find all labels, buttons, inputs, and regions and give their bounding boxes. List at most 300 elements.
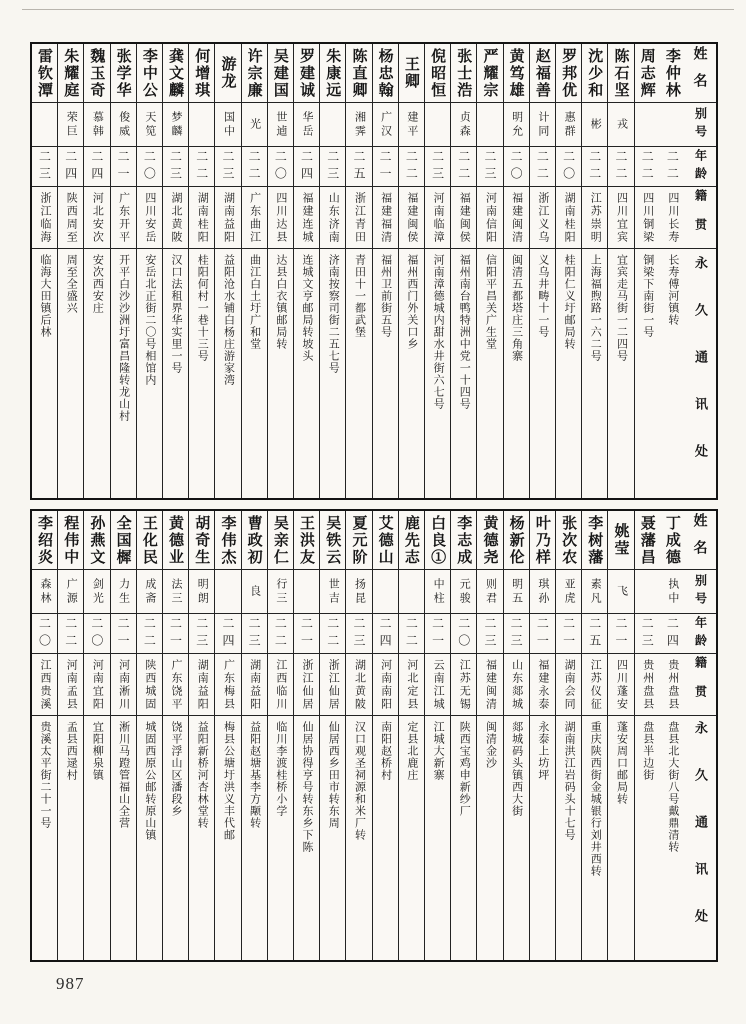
age-cell	[84, 613, 109, 653]
person-native-place: 江西贵溪	[39, 659, 52, 711]
person-address: 闽清金沙	[484, 721, 497, 769]
native-place-cell	[399, 186, 424, 248]
native-place-cell	[530, 186, 555, 248]
person-native-place: 湖南益阳	[196, 659, 209, 711]
alias-cell	[294, 102, 319, 146]
person-alias: 飞	[615, 584, 628, 599]
person-address: 安次西安庄	[91, 254, 104, 314]
person-column	[32, 44, 57, 498]
alias-cell	[84, 102, 109, 146]
person-native-place: 福建福清	[379, 192, 392, 244]
name-cell	[137, 44, 162, 102]
person-name: 周志辉	[638, 47, 656, 99]
native-place-cell	[608, 186, 633, 248]
address-cell	[451, 715, 476, 960]
person-address: 福州西门外关口乡	[405, 254, 418, 350]
person-native-place: 河南临漳	[432, 192, 445, 244]
person-column	[372, 511, 398, 960]
age-cell	[608, 613, 633, 653]
age-cell	[451, 146, 476, 186]
address-cell	[58, 248, 83, 498]
native-place-cell	[373, 186, 398, 248]
person-column	[267, 44, 293, 498]
age-cell	[215, 146, 240, 186]
native-place-cell	[163, 186, 188, 248]
name-cell	[58, 511, 83, 569]
person-address: 郯城码头镇西大街	[510, 721, 523, 817]
person-column	[660, 511, 685, 960]
person-address: 长寿傅河镇转	[666, 254, 679, 326]
person-native-place: 广东饶平	[170, 659, 183, 711]
alias-cell	[451, 102, 476, 146]
person-name: 白良①	[429, 514, 447, 566]
address-cell	[477, 248, 502, 498]
address-cell	[215, 715, 240, 960]
alias-cell	[189, 569, 214, 613]
person-column	[57, 511, 83, 960]
person-column	[607, 44, 633, 498]
person-alias: 戎	[615, 117, 628, 132]
name-cell	[582, 511, 607, 569]
page-number: 987	[56, 974, 85, 993]
address-cell	[373, 248, 398, 498]
header-native-place-label: 籍贯	[693, 188, 708, 247]
address-cell	[425, 248, 450, 498]
header-cell-alias	[685, 102, 716, 146]
age-cell	[373, 613, 398, 653]
person-native-place: 四川蓬安	[615, 659, 628, 711]
person-address: 湖南洪江岩码头十七号	[563, 721, 576, 841]
alias-cell	[425, 569, 450, 613]
person-native-place: 福建连城	[301, 192, 314, 244]
native-place-cell	[556, 653, 581, 715]
age-cell	[268, 146, 293, 186]
name-cell	[32, 511, 57, 569]
person-address: 达县白衣镇邮局转	[274, 254, 287, 350]
native-place-cell	[477, 653, 502, 715]
person-name: 吴铁云	[324, 514, 342, 566]
name-cell	[189, 44, 214, 102]
person-age: 二二	[535, 149, 550, 184]
address-cell	[635, 715, 660, 960]
person-age: 二二	[63, 616, 78, 651]
person-age: 二四	[665, 616, 680, 651]
person-address: 益阳沧水铺白杨庄游家湾	[222, 254, 235, 386]
person-name: 赵福善	[533, 47, 551, 99]
person-alias: 彬	[589, 117, 602, 132]
person-alias: 世逌	[274, 110, 287, 139]
person-alias: 梦麟	[170, 110, 183, 139]
alias-cell	[373, 569, 398, 613]
person-name: 艾德山	[376, 514, 394, 566]
name-cell	[346, 44, 371, 102]
name-cell	[32, 44, 57, 102]
person-native-place: 贵州盘县	[666, 659, 679, 711]
person-native-place: 江苏仪征	[589, 659, 602, 711]
directory-table-bottom	[30, 509, 718, 962]
header-native-place-label: 籍贯	[693, 655, 708, 714]
person-name: 罗建诚	[298, 47, 316, 99]
name-cell	[320, 44, 345, 102]
header-age-label: 年龄	[693, 148, 708, 185]
person-column	[162, 511, 188, 960]
native-place-cell	[320, 653, 345, 715]
directory-table-top	[30, 42, 718, 500]
alias-cell	[32, 102, 57, 146]
native-place-cell	[58, 653, 83, 715]
person-native-place: 河南南阳	[379, 659, 392, 711]
person-column	[398, 44, 424, 498]
person-age: 二三	[168, 149, 183, 184]
person-column	[424, 511, 450, 960]
person-column	[529, 511, 555, 960]
person-name: 李树藩	[586, 514, 604, 566]
name-cell	[504, 511, 529, 569]
person-column	[188, 511, 214, 960]
alias-cell	[215, 569, 240, 613]
person-name: 孙燕文	[88, 514, 106, 566]
person-age: 二〇	[37, 616, 52, 651]
address-cell	[425, 715, 450, 960]
person-address: 江城大新寨	[432, 721, 445, 781]
table-columns-bottom	[32, 511, 716, 960]
person-native-place: 福建永泰	[536, 659, 549, 711]
person-name: 黄德业	[167, 514, 185, 566]
alias-cell	[477, 102, 502, 146]
address-cell	[189, 248, 214, 498]
person-alias: 天笕	[143, 110, 156, 139]
person-name: 朱康远	[324, 47, 342, 99]
age-cell	[137, 146, 162, 186]
age-cell	[477, 613, 502, 653]
person-name: 李中公	[140, 47, 158, 99]
person-age: 二二	[640, 149, 655, 184]
native-place-cell	[451, 186, 476, 248]
name-cell	[608, 511, 633, 569]
person-address: 孟县西逯村	[65, 721, 78, 781]
person-age: 二一	[116, 149, 131, 184]
person-alias: 明五	[510, 577, 523, 606]
person-age: 二三	[430, 149, 445, 184]
native-place-cell	[346, 653, 371, 715]
address-cell	[346, 715, 371, 960]
person-name: 李志成	[455, 514, 473, 566]
person-alias: 荣巨	[65, 110, 78, 139]
person-address: 盘县半边街	[641, 721, 654, 781]
person-column	[57, 44, 83, 498]
header-cell-alias	[685, 569, 716, 613]
alias-cell	[294, 569, 319, 613]
age-cell	[58, 613, 83, 653]
name-cell	[111, 44, 136, 102]
age-cell	[582, 146, 607, 186]
address-cell	[504, 715, 529, 960]
name-cell	[425, 44, 450, 102]
address-cell	[294, 715, 319, 960]
person-address: 汉口法租界华实里一号	[170, 254, 183, 374]
person-column	[476, 44, 502, 498]
address-cell	[32, 248, 57, 498]
name-cell	[215, 44, 240, 102]
header-cell-age	[685, 146, 716, 186]
native-place-cell	[660, 186, 685, 248]
person-age: 二四	[89, 149, 104, 184]
person-native-place: 河北安次	[91, 192, 104, 244]
address-cell	[556, 248, 581, 498]
person-native-place: 浙江义乌	[536, 192, 549, 244]
person-name: 杨新伦	[507, 514, 525, 566]
person-age: 二二	[247, 149, 262, 184]
person-native-place: 四川铜梁	[641, 192, 654, 244]
person-age: 二三	[37, 149, 52, 184]
name-cell	[189, 511, 214, 569]
address-cell	[530, 715, 555, 960]
person-column	[214, 44, 240, 498]
address-cell	[320, 248, 345, 498]
person-address: 铜梁下南街一号	[641, 254, 654, 338]
alias-cell	[399, 102, 424, 146]
alias-cell	[504, 569, 529, 613]
person-address: 淅川马蹬管福山全营	[117, 721, 130, 829]
person-alias: 国中	[222, 110, 235, 139]
age-cell	[163, 146, 188, 186]
address-cell	[189, 715, 214, 960]
person-alias: 执中	[666, 577, 679, 606]
alias-cell	[189, 102, 214, 146]
person-address: 仙居西乡田市转东周	[327, 721, 340, 829]
name-cell	[608, 44, 633, 102]
person-native-place: 云南江城	[432, 659, 445, 711]
person-column	[110, 511, 136, 960]
person-name: 王化民	[140, 514, 158, 566]
person-column	[503, 511, 529, 960]
native-place-cell	[32, 653, 57, 715]
age-cell	[346, 613, 371, 653]
alias-cell	[58, 102, 83, 146]
person-native-place: 湖南桂阳	[563, 192, 576, 244]
person-age: 二一	[168, 616, 183, 651]
person-native-place: 山东济南	[327, 192, 340, 244]
person-address: 益阳赵塘基李方颙转	[248, 721, 261, 829]
address-cell	[137, 248, 162, 498]
header-name-label: 姓名	[692, 46, 709, 100]
person-column	[214, 511, 240, 960]
age-cell	[425, 146, 450, 186]
person-age: 二三	[509, 616, 524, 651]
header-address-label: 永久通讯处	[693, 256, 708, 491]
person-name: 严耀宗	[481, 47, 499, 99]
alias-cell	[530, 102, 555, 146]
person-name: 叶乃样	[533, 514, 551, 566]
age-cell	[294, 146, 319, 186]
person-address: 梅县公塘圩洪义丰代邮	[222, 721, 235, 841]
age-cell	[582, 613, 607, 653]
person-alias: 琪孙	[536, 577, 549, 606]
age-cell	[399, 146, 424, 186]
person-column	[476, 511, 502, 960]
native-place-cell	[111, 653, 136, 715]
native-place-cell	[163, 653, 188, 715]
person-native-place: 江西临川	[274, 659, 287, 711]
person-address: 河南漳德城内甜水井街六七号	[432, 254, 445, 410]
address-cell	[582, 715, 607, 960]
native-place-cell	[399, 653, 424, 715]
address-cell	[608, 715, 633, 960]
header-name-label: 姓名	[692, 513, 709, 567]
person-column	[529, 44, 555, 498]
person-name: 姚莹	[612, 523, 630, 557]
address-cell	[84, 248, 109, 498]
person-alias: 法三	[170, 577, 183, 606]
native-place-cell	[451, 653, 476, 715]
age-cell	[189, 146, 214, 186]
person-alias: 建平	[405, 110, 418, 139]
person-address: 益阳新桥河杏林堂转	[196, 721, 209, 829]
person-native-place: 福建闽侯	[405, 192, 418, 244]
person-age: 二一	[613, 616, 628, 651]
person-age: 二三	[194, 616, 209, 651]
person-address: 青田十一都武堡	[353, 254, 366, 338]
person-alias: 剑光	[91, 577, 104, 606]
native-place-cell	[582, 186, 607, 248]
person-native-place: 湖南益阳	[222, 192, 235, 244]
name-cell	[660, 511, 685, 569]
name-cell	[84, 44, 109, 102]
age-cell	[189, 613, 214, 653]
person-column	[293, 511, 319, 960]
alias-cell	[163, 102, 188, 146]
address-cell	[530, 248, 555, 498]
person-native-place: 陕西城固	[143, 659, 156, 711]
native-place-cell	[242, 186, 267, 248]
alias-cell	[635, 569, 660, 613]
person-name: 龚文麟	[167, 47, 185, 99]
person-age: 二二	[456, 149, 471, 184]
alias-cell	[163, 569, 188, 613]
person-age: 二二	[404, 616, 419, 651]
alias-cell	[451, 569, 476, 613]
person-column	[83, 44, 109, 498]
person-age: 二一	[535, 616, 550, 651]
age-cell	[635, 146, 660, 186]
native-place-cell	[530, 653, 555, 715]
native-place-cell	[608, 653, 633, 715]
person-native-place: 河南宜阳	[91, 659, 104, 711]
name-cell	[242, 511, 267, 569]
name-cell	[582, 44, 607, 102]
name-cell	[504, 44, 529, 102]
age-cell	[477, 146, 502, 186]
person-address: 福州南台鸭特洲中党一十四号	[458, 254, 471, 410]
person-address: 城固西原公邮转原山镇	[143, 721, 156, 841]
name-cell	[477, 44, 502, 102]
name-cell	[635, 511, 660, 569]
address-cell	[58, 715, 83, 960]
address-cell	[32, 715, 57, 960]
person-age: 二四	[378, 616, 393, 651]
person-address: 临川李渡桂桥小学	[274, 721, 287, 817]
name-cell	[477, 511, 502, 569]
age-cell	[660, 613, 685, 653]
person-native-place: 四川长寿	[666, 192, 679, 244]
person-native-place: 四川安岳	[143, 192, 156, 244]
person-column	[660, 44, 685, 498]
native-place-cell	[32, 186, 57, 248]
name-cell	[215, 511, 240, 569]
person-name: 胡奇生	[193, 514, 211, 566]
name-cell	[425, 511, 450, 569]
person-name: 丁成德	[663, 514, 681, 566]
age-cell	[320, 613, 345, 653]
age-cell	[215, 613, 240, 653]
alias-cell	[530, 569, 555, 613]
person-address: 蓬安周口邮局转	[615, 721, 628, 805]
name-cell	[111, 511, 136, 569]
person-native-place: 河南孟县	[65, 659, 78, 711]
age-cell	[556, 146, 581, 186]
name-cell	[58, 44, 83, 102]
person-age: 二二	[587, 149, 602, 184]
person-alias: 力生	[117, 577, 130, 606]
person-column	[372, 44, 398, 498]
alias-cell	[582, 569, 607, 613]
person-alias: 森林	[39, 577, 52, 606]
person-native-place: 山东郯城	[510, 659, 523, 711]
address-cell	[268, 248, 293, 498]
person-name: 全国樨	[114, 514, 132, 566]
native-place-cell	[346, 186, 371, 248]
name-cell	[451, 511, 476, 569]
name-cell	[163, 44, 188, 102]
native-place-cell	[635, 186, 660, 248]
alias-cell	[425, 102, 450, 146]
native-place-cell	[111, 186, 136, 248]
person-address: 永泰上坊坪	[536, 721, 549, 781]
person-name: 游龙	[219, 56, 237, 90]
person-name: 李伟杰	[219, 514, 237, 566]
person-age: 二〇	[509, 149, 524, 184]
name-cell	[556, 511, 581, 569]
person-column	[581, 511, 607, 960]
alias-cell	[399, 569, 424, 613]
person-column	[634, 511, 660, 960]
person-name: 李仲林	[663, 47, 681, 99]
native-place-cell	[268, 653, 293, 715]
person-native-place: 福建闽清	[510, 192, 523, 244]
address-cell	[84, 715, 109, 960]
person-name: 何增琪	[193, 47, 211, 99]
address-cell	[608, 248, 633, 498]
person-native-place: 贵州盘县	[641, 659, 654, 711]
native-place-cell	[294, 186, 319, 248]
age-cell	[504, 146, 529, 186]
person-native-place: 湖北黄陂	[353, 659, 366, 711]
person-column	[83, 511, 109, 960]
name-cell	[294, 511, 319, 569]
native-place-cell	[84, 653, 109, 715]
person-column	[634, 44, 660, 498]
age-cell	[373, 146, 398, 186]
person-native-place: 浙江青田	[353, 192, 366, 244]
person-age: 二三	[220, 149, 235, 184]
alias-cell	[320, 102, 345, 146]
name-cell	[268, 44, 293, 102]
person-native-place: 河北定县	[405, 659, 418, 711]
age-cell	[242, 613, 267, 653]
age-cell	[111, 613, 136, 653]
person-alias: 元骏	[458, 577, 471, 606]
person-age: 二一	[430, 616, 445, 651]
